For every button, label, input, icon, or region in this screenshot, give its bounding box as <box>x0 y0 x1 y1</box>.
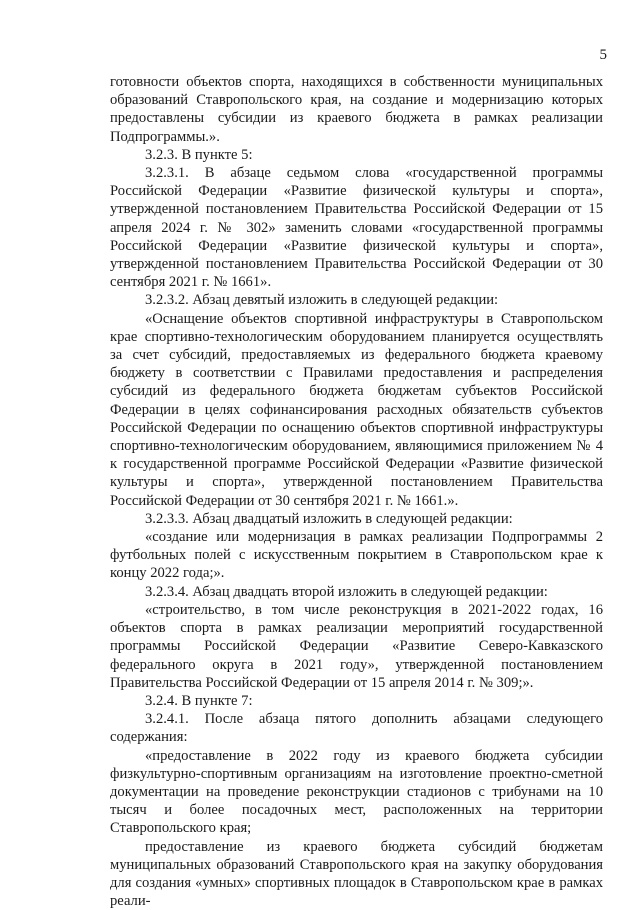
paragraph: 3.2.3.3. Абзац двадцатый изложить в следующей редакции: <box>145 510 513 527</box>
paragraph: предоставление из краевого бюджета субсидий бюджетам муниципальных образований Ставропольского края на закупку оборудования для создания «умных» спортивных площадок в Ставропольском крае в рамках реали- <box>110 838 603 910</box>
paragraph: «строительство, в том числе реконструкция в 2021-2022 годах, 16 объектов спорта в рамках реализации мероприятий государственной программы Российской Федерации «Развитие Северо-Кавказского федерального округа в 2021 году», утвержденной постановлением Правительства Российской Федерации от 15 апреля 2014 г. № 309;». <box>110 601 603 691</box>
paragraph: «Оснащение объектов спортивной инфраструктуры в Ставропольском крае спортивно-технологическим оборудованием планируется осуществлять за счет субсидий, предоставляемых из федерального бюджета краевому бюджету в соответствии с Правилами предоставления и распределения субсидий из федерального бюджета бюджетам субъектов Российской Федерации в целях софинансирования расходных обязательств субъектов Российской Федерации по оснащению объектов спортивной инфраструктуры спортивно-технологическим оборудованием, являющимися приложением № 4 к государственной программе Российской Федерации «Развитие физической культуры и спорта», утвержденной постановлением Правительства Российской Федерации от 30 сентября 2021 г. № 1661.». <box>110 310 603 509</box>
paragraph: 3.2.3.1. В абзаце седьмом слова «государственной программы Российской Федерации «Развитие физической культуры и спорта», утвержденной постановлением Правительства Российской Федерации от 15 апреля 2024 г. № 302» заменить словами «государственной программы Российской Федерации «Развитие физической культуры и спорта», утвержденной постановлением Правительства Российской Федерации от 30 сентября 2021 г. № 1661». <box>110 165 603 291</box>
paragraph: готовности объектов спорта, находящихся в собственности муниципальных образований Ставропольского края, на создание и модернизацию которых предоставлены субсидии из краевого бюджета в рамках реализации Подпрограммы.». <box>110 74 603 145</box>
paragraph: 3.2.4.1. После абзаца пятого дополнить абзацами следующего содержания: <box>110 711 603 746</box>
paragraph: 3.2.3. В пункте 5: <box>145 146 253 163</box>
document-body <box>110 73 603 910</box>
paragraph: «предоставление в 2022 году из краевого бюджета субсидии физкультурно-спортивным организациям на изготовление проектно-сметной документации на проведение реконструкции стадионов с трибунами на 10 тысяч и более посадочных мест, расположенных на территории Ставропольского края; <box>110 747 603 837</box>
page-number: 5 <box>599 47 607 63</box>
paragraph: 3.2.4. В пункте 7: <box>145 692 253 709</box>
paragraph: 3.2.3.4. Абзац двадцать второй изложить в следующей редакции: <box>145 583 548 600</box>
paragraph: «создание или модернизация в рамках реализации Подпрограммы 2 футбольных полей с искусственным покрытием в Ставропольском крае к концу 2022 года;». <box>110 529 603 582</box>
paragraph: 3.2.3.2. Абзац девятый изложить в следующей редакции: <box>145 292 499 309</box>
